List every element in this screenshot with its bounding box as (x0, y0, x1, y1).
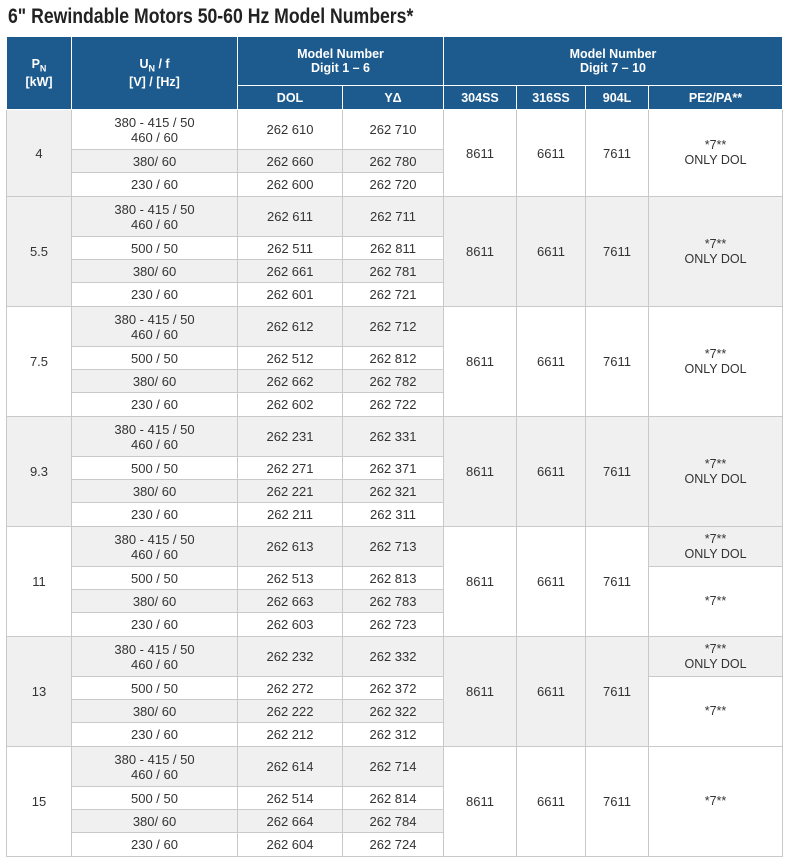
header-un: $U_N$ / f [V] / [Hz] (72, 37, 238, 110)
table-row (7, 677, 783, 700)
904l-cell: 7611 (586, 747, 649, 857)
316ss-cell: 6611 (517, 527, 586, 637)
pe-cell: *7** (649, 677, 783, 747)
table-row (7, 110, 783, 150)
dol-cell: 262 272 (238, 677, 343, 700)
yd-cell: 262 784 (343, 810, 444, 833)
yd-cell: 262 713 (343, 527, 444, 567)
yd-cell: 262 372 (343, 677, 444, 700)
dol-cell: 262 603 (238, 613, 343, 637)
pn-cell: 11 (7, 527, 72, 637)
header-yd: YΔ (343, 86, 444, 110)
304ss-cell: 8611 (444, 637, 517, 747)
voltage-cell: 380 - 415 / 50 460 / 60 (72, 637, 238, 677)
dol-cell: 262 612 (238, 307, 343, 347)
yd-cell: 262 782 (343, 370, 444, 393)
yd-cell: 262 311 (343, 503, 444, 527)
table-row (7, 747, 783, 787)
dol-cell: 262 614 (238, 747, 343, 787)
table-row (7, 417, 783, 457)
yd-cell: 262 721 (343, 283, 444, 307)
yd-cell: 262 331 (343, 417, 444, 457)
yd-cell: 262 812 (343, 347, 444, 370)
pe-cell: *7** ONLY DOL (649, 527, 783, 567)
yd-cell: 262 711 (343, 197, 444, 237)
dol-cell: 262 613 (238, 527, 343, 567)
table-row (7, 307, 783, 347)
voltage-cell: 380 - 415 / 50 460 / 60 (72, 197, 238, 237)
pn-cell: 15 (7, 747, 72, 857)
yd-cell: 262 722 (343, 393, 444, 417)
yd-cell: 262 813 (343, 567, 444, 590)
voltage-cell: 380/ 60 (72, 810, 238, 833)
pe-cell: *7** ONLY DOL (649, 110, 783, 197)
voltage-cell: 230 / 60 (72, 283, 238, 307)
304ss-cell: 8611 (444, 307, 517, 417)
pn-cell: 4 (7, 110, 72, 197)
dol-cell: 262 271 (238, 457, 343, 480)
voltage-cell: 230 / 60 (72, 173, 238, 197)
table-row (7, 567, 783, 590)
dol-cell: 262 601 (238, 283, 343, 307)
voltage-cell: 380/ 60 (72, 370, 238, 393)
dol-cell: 262 604 (238, 833, 343, 857)
voltage-cell: 230 / 60 (72, 723, 238, 747)
voltage-cell: 380 - 415 / 50 460 / 60 (72, 417, 238, 457)
voltage-cell: 500 / 50 (72, 347, 238, 370)
header-316ss: 316SS (517, 86, 586, 110)
304ss-cell: 8611 (444, 110, 517, 197)
dol-cell: 262 222 (238, 700, 343, 723)
pe-cell: *7** ONLY DOL (649, 307, 783, 417)
dol-cell: 262 514 (238, 787, 343, 810)
yd-cell: 262 321 (343, 480, 444, 503)
dol-cell: 262 511 (238, 237, 343, 260)
voltage-cell: 380/ 60 (72, 150, 238, 173)
yd-cell: 262 814 (343, 787, 444, 810)
voltage-cell: 380 - 415 / 50 460 / 60 (72, 110, 238, 150)
voltage-cell: 230 / 60 (72, 833, 238, 857)
model-number-table (6, 36, 783, 857)
dol-cell: 262 211 (238, 503, 343, 527)
dol-cell: 262 663 (238, 590, 343, 613)
pe-cell: *7** (649, 747, 783, 857)
voltage-cell: 500 / 50 (72, 237, 238, 260)
voltage-cell: 500 / 50 (72, 457, 238, 480)
page-title: 6" Rewindable Motors 50-60 Hz Model Numbers* (8, 5, 414, 28)
dol-cell: 262 661 (238, 260, 343, 283)
voltage-cell: 380 - 415 / 50 460 / 60 (72, 307, 238, 347)
table-row (7, 637, 783, 677)
904l-cell: 7611 (586, 307, 649, 417)
dol-cell: 262 232 (238, 637, 343, 677)
dol-cell: 262 664 (238, 810, 343, 833)
304ss-cell: 8611 (444, 197, 517, 307)
yd-cell: 262 781 (343, 260, 444, 283)
pe-cell: *7** (649, 567, 783, 637)
dol-cell: 262 600 (238, 173, 343, 197)
yd-cell: 262 724 (343, 833, 444, 857)
904l-cell: 7611 (586, 417, 649, 527)
dol-cell: 262 512 (238, 347, 343, 370)
yd-cell: 262 783 (343, 590, 444, 613)
316ss-cell: 6611 (517, 110, 586, 197)
voltage-cell: 380/ 60 (72, 590, 238, 613)
dol-cell: 262 602 (238, 393, 343, 417)
yd-cell: 262 322 (343, 700, 444, 723)
voltage-cell: 380/ 60 (72, 480, 238, 503)
pe-cell: *7** ONLY DOL (649, 417, 783, 527)
voltage-cell: 380/ 60 (72, 260, 238, 283)
pe-cell: *7** ONLY DOL (649, 197, 783, 307)
dol-cell: 262 660 (238, 150, 343, 173)
header-904l: 904L (586, 86, 649, 110)
304ss-cell: 8611 (444, 747, 517, 857)
voltage-cell: 380 - 415 / 50 460 / 60 (72, 747, 238, 787)
header-model-digit-1-6: Model Number Digit 1 – 6 (238, 37, 444, 86)
316ss-cell: 6611 (517, 637, 586, 747)
316ss-cell: 6611 (517, 307, 586, 417)
voltage-cell: 230 / 60 (72, 613, 238, 637)
voltage-cell: 500 / 50 (72, 567, 238, 590)
yd-cell: 262 312 (343, 723, 444, 747)
yd-cell: 262 710 (343, 110, 444, 150)
316ss-cell: 6611 (517, 197, 586, 307)
pe-cell: *7** ONLY DOL (649, 637, 783, 677)
dol-cell: 262 221 (238, 480, 343, 503)
table-row (7, 197, 783, 237)
pn-cell: 5.5 (7, 197, 72, 307)
904l-cell: 7611 (586, 110, 649, 197)
yd-cell: 262 371 (343, 457, 444, 480)
dol-cell: 262 231 (238, 417, 343, 457)
304ss-cell: 8611 (444, 527, 517, 637)
header-pn: $P_N$ [kW] (7, 37, 72, 110)
table-row (7, 527, 783, 567)
dol-cell: 262 662 (238, 370, 343, 393)
voltage-cell: 500 / 50 (72, 677, 238, 700)
yd-cell: 262 714 (343, 747, 444, 787)
yd-cell: 262 723 (343, 613, 444, 637)
316ss-cell: 6611 (517, 747, 586, 857)
voltage-cell: 230 / 60 (72, 503, 238, 527)
header-model-digit-7-10: Model Number Digit 7 – 10 (444, 37, 783, 86)
yd-cell: 262 720 (343, 173, 444, 197)
dol-cell: 262 513 (238, 567, 343, 590)
dol-cell: 262 611 (238, 197, 343, 237)
voltage-cell: 380 - 415 / 50 460 / 60 (72, 527, 238, 567)
pn-cell: 7.5 (7, 307, 72, 417)
304ss-cell: 8611 (444, 417, 517, 527)
pn-cell: 13 (7, 637, 72, 747)
316ss-cell: 6611 (517, 417, 586, 527)
904l-cell: 7611 (586, 527, 649, 637)
yd-cell: 262 712 (343, 307, 444, 347)
voltage-cell: 380/ 60 (72, 700, 238, 723)
904l-cell: 7611 (586, 197, 649, 307)
voltage-cell: 230 / 60 (72, 393, 238, 417)
header-pe2-pa: PE2/PA** (649, 86, 783, 110)
dol-cell: 262 610 (238, 110, 343, 150)
header-304ss: 304SS (444, 86, 517, 110)
yd-cell: 262 811 (343, 237, 444, 260)
904l-cell: 7611 (586, 637, 649, 747)
voltage-cell: 500 / 50 (72, 787, 238, 810)
pn-cell: 9.3 (7, 417, 72, 527)
yd-cell: 262 780 (343, 150, 444, 173)
dol-cell: 262 212 (238, 723, 343, 747)
yd-cell: 262 332 (343, 637, 444, 677)
header-dol: DOL (238, 86, 343, 110)
